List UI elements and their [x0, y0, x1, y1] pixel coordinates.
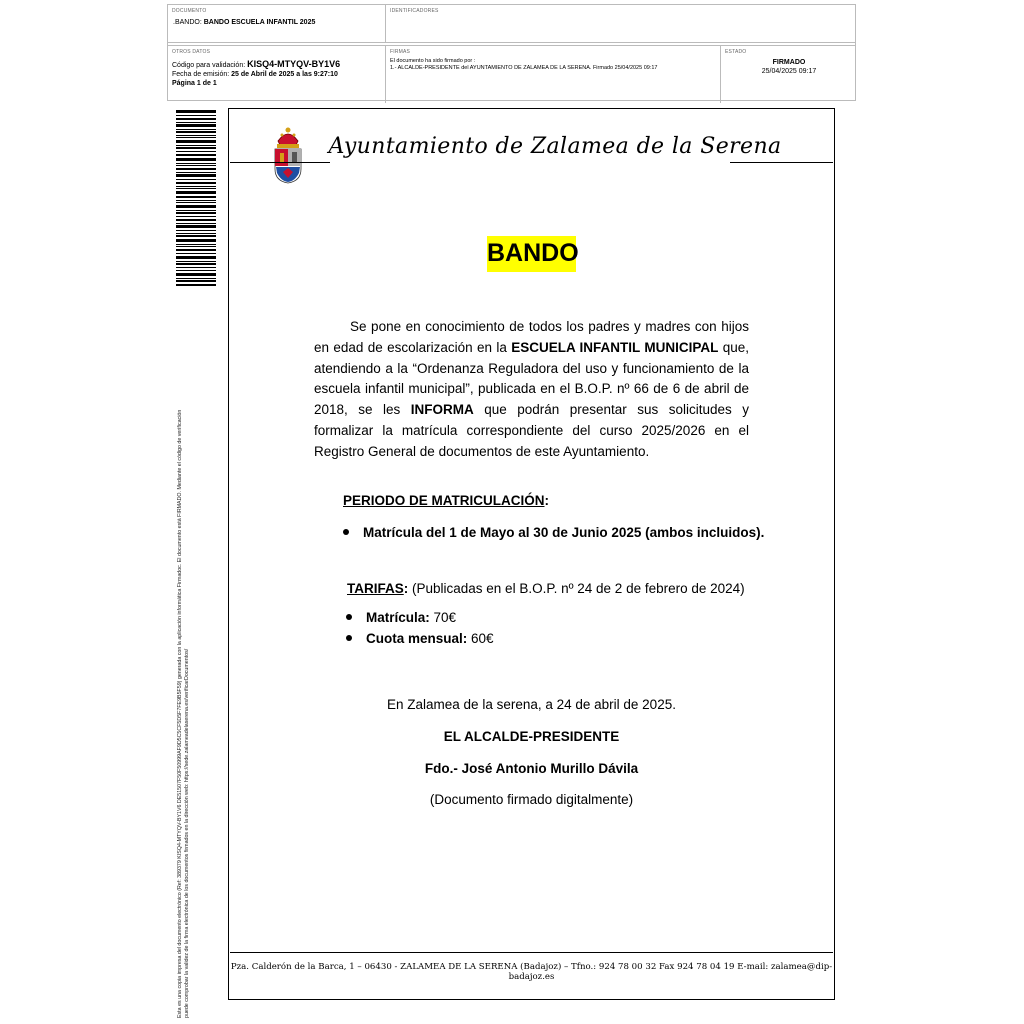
verification-side-text: Esta es una copia impresa del documento electrónico (Ref: 389379 KISQ4-MTYQV-BY1V6 DE51507F50F50999AF9D5C5CF5D5F7FE9B5F59) generada con la aplicación informática Firmadoc. El documento está FIRMADO. Mediante el código de verificación puede comprobar la validez de la firma electrónica de los documentos firmados en la dirección web: https://sede.zalameadelaserena.es/verificarDocumentos/: [177, 409, 190, 1018]
bullet-icon: [343, 529, 349, 535]
tarifa-item: Cuota mensual: 60€: [346, 631, 494, 646]
footer-rule: [230, 952, 833, 953]
periodo-item: Matrícula del 1 de Mayo al 30 de Junio 2025 (ambos incluidos).: [343, 525, 764, 540]
tarifa-item: Matrícula: 70€: [346, 610, 456, 625]
signer-role: EL ALCALDE-PRESIDENTE: [443, 729, 620, 744]
footer-address: Pza. Calderón de la Barca, 1 – 06430 - ZALAMEA DE LA SERENA (Badajoz) – Tfno.: 924 78 00 32 Fax 924 78 04 19 E-mail: zalamea@dip-badajoz.es: [230, 962, 833, 982]
header-row-top: [168, 5, 855, 43]
firmas-line-2: 1.- ALCALDE-PRESIDENTE del AYUNTAMIENTO DE ZALAMEA DE LA SERENA. Firmado 25/04/2025 09:17: [390, 65, 658, 71]
page-count: Página 1 de 1: [172, 80, 217, 87]
issue-date: 25 de Abril de 2025 a las 9:27:10: [231, 71, 338, 78]
validation-code: KISQ4-MTYQV-BY1V6: [247, 59, 341, 69]
otros-datos-cell: [168, 46, 386, 103]
validation-code-line: Código para validación: KISQ4-MTYQV-BY1V6: [172, 59, 341, 69]
document-metadata-header: [167, 4, 856, 101]
identificadores-label: IDENTIFICADORES: [390, 8, 439, 14]
documento-cell: [168, 5, 386, 42]
estado-cell: [721, 46, 857, 103]
letterhead-title: Ayuntamiento de Zalamea de la Serena: [305, 134, 805, 159]
identificadores-cell: [386, 5, 857, 42]
header-row-bottom: [168, 45, 855, 103]
bando-heading: BANDO: [487, 236, 576, 272]
issue-date-line: Fecha de emisión: 25 de Abril de 2025 a las 9:27:10: [172, 71, 338, 78]
barcode-icon: [176, 110, 216, 286]
estado-value: FIRMADO: [772, 59, 806, 66]
estado-date: 25/04/2025 09:17: [761, 68, 817, 75]
bullet-icon: [346, 614, 352, 620]
digital-signature-note: (Documento firmado digitalmente): [429, 792, 634, 807]
firmas-cell: [386, 46, 721, 103]
otros-datos-label: OTROS DATOS: [172, 49, 211, 55]
periodo-heading: PERIODO DE MATRICULACIÓN:: [343, 493, 549, 508]
tarifas-heading: TARIFAS: (Publicadas en el B.O.P. nº 24 de 2 de febrero de 2024): [347, 581, 745, 596]
firmas-line-1: El documento ha sido firmado por :: [390, 58, 476, 64]
bullet-icon: [346, 635, 352, 641]
signer-name: Fdo.- José Antonio Murillo Dávila: [424, 761, 639, 776]
estado-label: ESTADO: [725, 49, 747, 55]
place-date: En Zalamea de la serena, a 24 de abril de 2025.: [387, 697, 676, 712]
documento-label: DOCUMENTO: [172, 8, 207, 14]
document-title: .BANDO: BANDO ESCUELA INFANTIL 2025: [173, 19, 316, 26]
firmas-label: FIRMAS: [390, 49, 411, 55]
coat-of-arms-icon: [270, 125, 306, 185]
announcement-paragraph: Se pone en conocimiento de todos los padres y madres con hijos en edad de escolarización en la ESCUELA INFANTIL MUNICIPAL que, atendiendo a la “Ordenanza Reguladora del uso y funcionamiento de la escuela infantil municipal”, publicada en el B.O.P. nº 66 de 6 de abril de 2018, se les INFORMA que podrán presentar sus solicitudes y formalizar la matrícula correspondiente del curso 2025/2026 en el Registro General de documentos de este Ayuntamiento.: [314, 319, 749, 459]
